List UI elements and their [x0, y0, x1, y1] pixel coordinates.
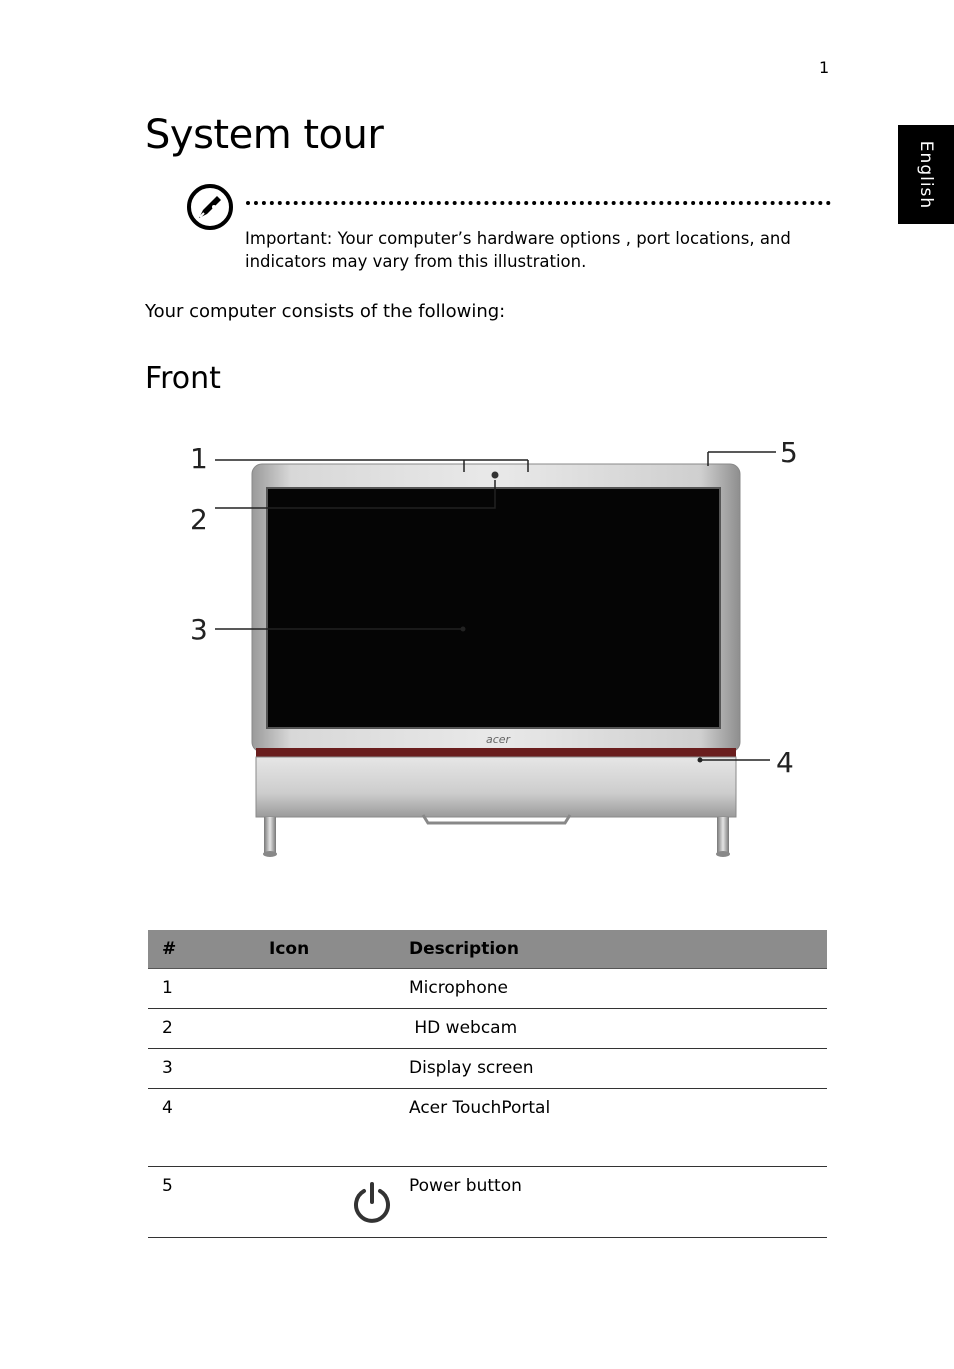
parts-table [148, 930, 827, 1238]
table-row [148, 1089, 827, 1167]
language-tab-label: English [916, 140, 936, 209]
table-row [148, 969, 827, 1009]
row-icon-cell [255, 1089, 395, 1167]
row-number: 1 [148, 969, 255, 1009]
row-number: 3 [148, 1049, 255, 1089]
language-tab [898, 125, 954, 224]
callout-5: 5 [780, 436, 798, 469]
row-number: 4 [148, 1089, 255, 1167]
note-text: Important: Your computer’s hardware options , port locations, and indicators may vary from this illustration. [245, 229, 791, 271]
callout-1: 1 [190, 442, 208, 475]
column-header-description: Description [395, 930, 827, 969]
column-header-number: # [148, 930, 255, 969]
row-number: 2 [148, 1009, 255, 1049]
table-header-row [148, 930, 827, 969]
computer-front-illustration [180, 430, 820, 870]
power-icon [349, 1180, 395, 1226]
row-icon-cell [255, 1167, 395, 1238]
row-description: Acer TouchPortal [395, 1089, 827, 1167]
page-number: 1 [819, 58, 830, 77]
row-number: 5 [148, 1167, 255, 1238]
column-header-icon: Icon [255, 930, 395, 969]
row-icon-cell [255, 1009, 395, 1049]
row-description: Power button [395, 1167, 827, 1238]
table-row [148, 1009, 827, 1049]
callout-2: 2 [190, 503, 208, 536]
note-divider [246, 201, 831, 205]
intro-text: Your computer consists of the following: [145, 301, 506, 322]
row-icon-cell [255, 969, 395, 1009]
brand-logo: acer [485, 733, 511, 746]
page-title: System tour [145, 112, 384, 158]
row-icon-cell [255, 1049, 395, 1089]
table-row [148, 1049, 827, 1089]
section-title-front: Front [145, 361, 221, 396]
callout-3: 3 [190, 613, 208, 646]
row-description: HD webcam [395, 1009, 827, 1049]
webcam-lens [492, 472, 499, 479]
note-pen-icon [186, 183, 234, 231]
row-description: Microphone [395, 969, 827, 1009]
row-description: Display screen [395, 1049, 827, 1089]
monitor [252, 464, 740, 823]
callout-4: 4 [776, 746, 794, 779]
table-row [148, 1167, 827, 1238]
